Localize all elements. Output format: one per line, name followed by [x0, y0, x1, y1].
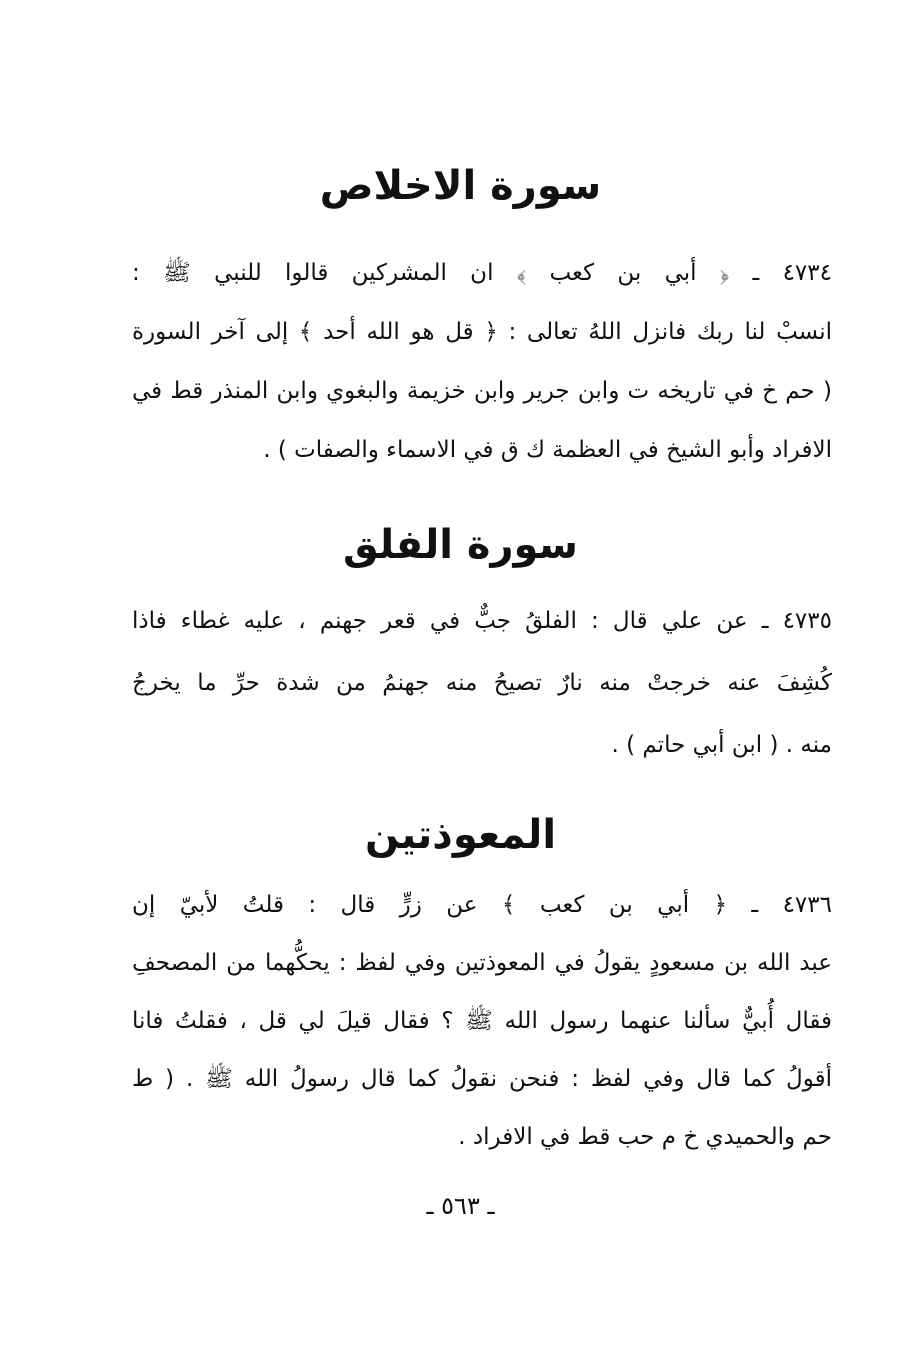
text-line: ٤٧٣٥ ـ عن علي قال : الفلقُ جبٌّ في قعر جهنم ، عليه غطاء فاذا: [132, 608, 832, 634]
text-line: منه . ( ابن أبي حاتم ) .: [611, 732, 832, 758]
section-heading-ikhlas: سورة الاخلاص: [319, 163, 602, 209]
text-line: حم والحميدي خ م حب قط في الافراد .: [458, 1124, 832, 1150]
text-line: عبد الله بن مسعودٍ يقولُ في المعوذتين وفي لفظ : يحكُّهما من المصحفِ: [132, 950, 832, 976]
page-number: ـ ٥٦٣ ـ: [426, 1192, 495, 1220]
section-heading-falaq: سورة الفلق: [343, 522, 578, 568]
hadith-4735: [132, 590, 832, 776]
text-line: ٤٧٣٦ ـ ﴿ أبي بن كعب ﴾ عن زرٍّ قال : قلتُ لأبيّ إن: [132, 892, 832, 918]
text-line: ٤٧٣٤ ـ ﴿ أبي بن كعب ﴾ ان المشركين قالوا للنبي ﷺ :: [132, 260, 832, 286]
hadith-4736: [132, 876, 832, 1166]
text-line: انسبْ لنا ربك فانزل اللهُ تعالى : ﴿ قل هو الله أحد ﴾ إلى آخر السورة: [132, 319, 832, 345]
hadith-4734: [132, 244, 832, 480]
text-line: أقولُ كما قال وفي لفظ : فنحن نقولُ كما قال رسولُ الله ﷺ . ( ط: [132, 1066, 832, 1092]
text-line: ( حم خ في تاريخه ت وابن جرير وابن خزيمة والبغوي وابن المنذر قط في: [132, 378, 832, 404]
section-heading-muawwidhatayn: المعوذتين: [364, 812, 557, 858]
text-line: فقال أُبيٌّ سألنا عنهما رسول الله ﷺ ؟ فقال قيلَ لي قل ، فقلتُ فانا: [132, 1008, 832, 1034]
text-line: كُشِفَ عنه خرجتْ منه نارٌ تصيحُ منه جهنمُ من شدة حرِّ ما يخرجُ: [132, 670, 832, 696]
text-line: الافراد وأبو الشيخ في العظمة ك ق في الاسماء والصفات ) .: [263, 437, 832, 463]
